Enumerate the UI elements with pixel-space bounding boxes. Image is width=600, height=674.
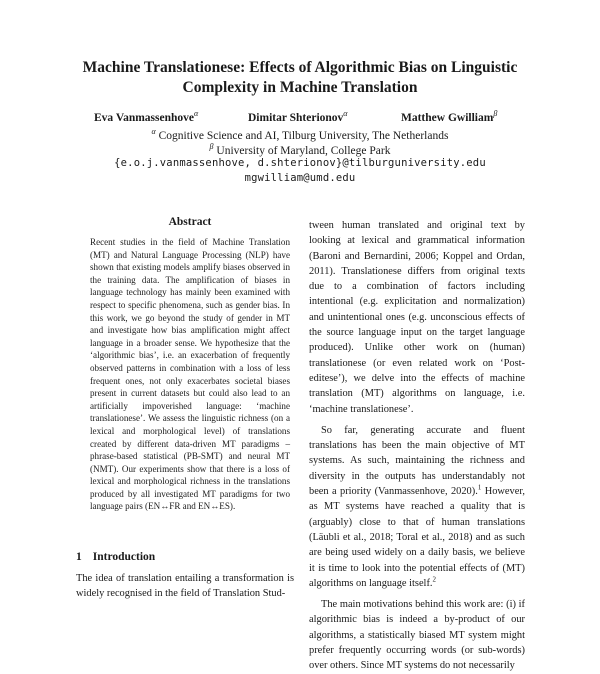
introduction-body: The idea of translation entailing a transformation is widely recognised in the field of Translation Stud- <box>76 573 294 600</box>
right-column <box>309 218 525 674</box>
email-line-1: {e.o.j.vanmassenhove, d.shterionov}@tilburguniversity.edu <box>114 157 486 169</box>
author-3-mark: β <box>493 109 498 118</box>
right-paragraph-1: tween human translated and original text by looking at lexical and grammatical information (Baroni and Bernardini, 2006; Koppel and Ordan, 2011). Translationese differs from original texts due to a combination of factors including intentional (e.g. explicitation and normalization) and unintentional ones (e.g. unconscious effects of the source language input on the target language produced). Unlike other work on (human) translationese (or even related work on ‘Post-editese’), we delve into the effects of machine translation (MT) algorithms on language, i.e. ‘machine translationese’. <box>309 220 525 415</box>
abstract-heading: Abstract <box>168 216 212 228</box>
affiliation-2-mark: β <box>209 142 214 151</box>
right-paragraph-2-part-a: So far, generating accurate and fluent translations has been the main objective of MT systems. As such, maintaining the richness and diversity in the outputs has understandably not been a priority (Vanmassenhove, 2020). <box>309 424 525 498</box>
right-paragraph-2-part-b: However, as MT systems have reached a quality that is (arguably) close to that of human translations (Läubli et al., 2018; Toral et al., 2018) and as such are being used widely on a daily basis, we believe it is time to look into the potential effects of (MT) algorithms on language itself. <box>309 486 525 589</box>
abstract-body: Recent studies in the field of Machine Translation (MT) and Natural Language Processing (NLP) have shown that existing models amplify biases observed in the training data. The amplification of biases in language technology has mainly been examined with respect to specific phenomena, such as gender bias. In this work, we go beyond the study of gender in MT and investigate how bias amplification might affect language in a broader sense. We hypothesize that the ‘algorithmic bias’, i.e. an exacerbation of frequently observed patterns in combination with a loss of less frequent ones, not only exacerbates societal biases present in current datasets but could also lead to an artificially impoverished language: ‘machine translationese’. We assess the linguistic richness (on a lexical and morphological level) of translations created by different data-driven MT paradigms – phrase-based statistical (PB-SMT) and neural MT (NMT). Our experiments show that there is a loss of lexical and morphological richness in the translations produced by all investigated MT paradigms for two language pairs (EN↔FR and EN↔ES). <box>90 237 290 512</box>
author-3-name: Matthew Gwilliam <box>401 111 494 124</box>
affiliation-2-text: University of Maryland, College Park <box>216 144 391 157</box>
email-line-2: mgwilliam@umd.edu <box>244 172 356 184</box>
author-2-name: Dimitar Shterionov <box>248 111 344 124</box>
author-2-mark: α <box>343 109 348 118</box>
section-title: Introduction <box>92 551 156 563</box>
affiliation-1-mark: α <box>151 127 156 136</box>
right-paragraph-2 <box>309 423 525 591</box>
author-1-mark: α <box>194 109 199 118</box>
affiliation-1-text: Cognitive Science and AI, Tilburg University, The Netherlands <box>158 129 449 142</box>
section-heading-introduction <box>76 551 166 563</box>
section-number: 1 <box>76 551 82 563</box>
author-2 <box>248 109 348 124</box>
author-list <box>0 109 600 125</box>
paper-title: Machine Translationese: Effects of Algorithmic Bias on Linguistic Complexity in Machine Translation <box>82 59 518 96</box>
author-1 <box>94 109 198 124</box>
footnote-marker-1[interactable]: 1 <box>477 483 482 492</box>
author-1-name: Eva Vanmassenhove <box>94 111 195 124</box>
footnote-marker-2[interactable]: 2 <box>432 575 437 584</box>
right-paragraph-3: The main motivations behind this work are: (i) if algorithmic bias is indeed a by-product of our algorithms, a statistically biased MT system might prefer frequently occurring words (or sub-words) over others. Since MT systems do not necessarily <box>309 599 525 672</box>
author-3 <box>401 109 497 124</box>
